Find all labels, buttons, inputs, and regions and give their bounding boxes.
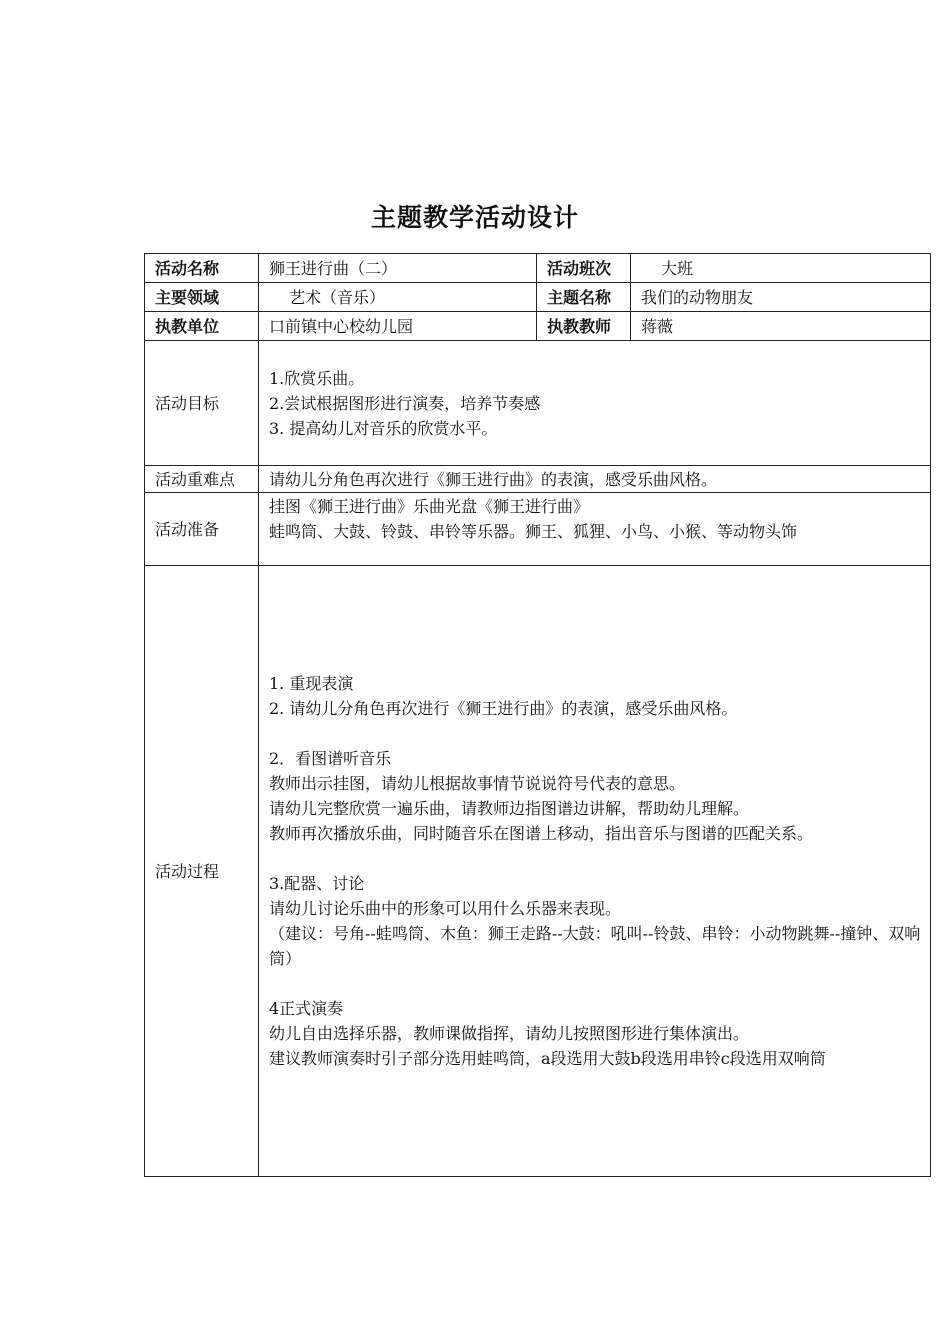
- theme-value: 我们的动物朋友: [631, 283, 931, 312]
- goals-label: 活动目标: [145, 341, 259, 466]
- process-step-3-suggestion: （建议：号角--蛙鸣筒、木鱼：狮王走路--大鼓：吼叫--铃鼓、串铃：小动物跳舞--撞钟、双响筒）: [269, 924, 921, 968]
- table-row: [145, 566, 931, 1177]
- process-step-2-text: 请幼儿完整欣赏一遍乐曲，请教师边指图谱边讲解，帮助幼儿理解。: [269, 799, 750, 818]
- goals-content: [259, 341, 931, 466]
- unit-value: 口前镇中心校幼儿园: [259, 312, 537, 341]
- domain-value: 艺术（音乐）: [259, 283, 537, 312]
- prep-item: 蛙鸣筒、大鼓、铃鼓、串铃等乐器。狮王、狐狸、小鸟、小猴、等动物头饰: [269, 522, 798, 541]
- teacher-label: 执教教师: [537, 312, 631, 341]
- table-row: [145, 312, 931, 341]
- process-step-3-title: 3.配器、讨论: [269, 874, 365, 893]
- table-row: [145, 493, 931, 566]
- goal-item: 3. 提高幼儿对音乐的欣赏水平。: [269, 418, 498, 438]
- table-row: [145, 254, 931, 283]
- key-points-value: 请幼儿分角色再次进行《狮王进行曲》的表演，感受乐曲风格。: [259, 466, 931, 493]
- process-step-2-title: 2．看图谱听音乐: [269, 749, 392, 768]
- class-label: 活动班次: [537, 254, 631, 283]
- key-points-label: 活动重难点: [145, 466, 259, 493]
- table-row: [145, 283, 931, 312]
- process-step-4-suggestion: 建议教师演奏时引子部分选用蛙鸣筒，a段选用大鼓b段选用串铃c段选用双响筒: [269, 1049, 826, 1068]
- activity-plan-table: [144, 253, 931, 1177]
- table-row: [145, 466, 931, 493]
- process-content: [259, 566, 931, 1177]
- prep-label: 活动准备: [145, 493, 259, 566]
- goal-item: 2.尝试根据图形进行演奏，培养节奏感: [269, 393, 541, 413]
- page-title: 主题教学活动设计: [370, 203, 579, 232]
- domain-label: 主要领域: [145, 283, 259, 312]
- class-value: 大班: [631, 254, 931, 283]
- activity-name-value: 狮王进行曲（二）: [259, 254, 537, 283]
- teacher-value: 蒋薇: [631, 312, 931, 341]
- process-step-2-text: 教师出示挂图，请幼儿根据故事情节说说符号代表的意思。: [269, 774, 686, 793]
- process-step-4-title: 4正式演奏: [269, 999, 344, 1018]
- goal-item: 1.欣赏乐曲。: [269, 368, 365, 388]
- process-label: 活动过程: [145, 566, 259, 1177]
- process-step-1-title: 1. 重现表演: [269, 674, 354, 693]
- unit-label: 执教单位: [145, 312, 259, 341]
- process-step-4-text: 幼儿自由选择乐器，教师课做指挥，请幼儿按照图形进行集体演出。: [269, 1024, 750, 1043]
- activity-name-label: 活动名称: [145, 254, 259, 283]
- process-step-3-text: 请幼儿讨论乐曲中的形象可以用什么乐器来表现。: [269, 899, 622, 918]
- theme-label: 主题名称: [537, 283, 631, 312]
- process-step-1-text: 2. 请幼儿分角色再次进行《狮王进行曲》的表演，感受乐曲风格。: [269, 699, 738, 718]
- prep-content: [259, 493, 931, 566]
- table-row: [145, 341, 931, 466]
- prep-item: 挂图《狮王进行曲》乐曲光盘《狮王进行曲》: [269, 497, 590, 516]
- process-step-2-text: 教师再次播放乐曲，同时随音乐在图谱上移动，指出音乐与图谱的匹配关系。: [269, 824, 814, 843]
